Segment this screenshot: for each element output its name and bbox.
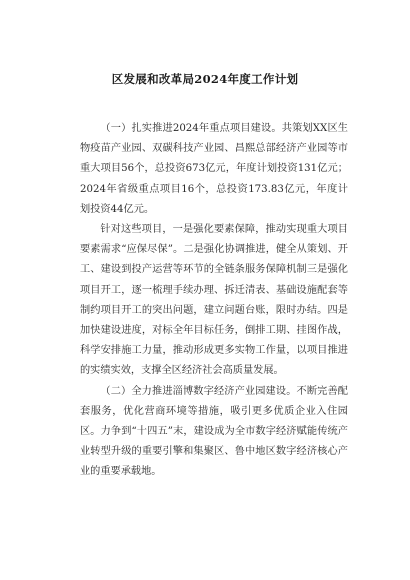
paragraph-digital-economy-park: （二）全力推进淄博数字经济产业园建设。不断完善配套服务，优化营商环境等措施，吸引更多优质企业入住园区。力争到“十四五”末，建设成为全市数字经济赋能传统产业转型升级的重要引擎和集聚区、鲁中地区数字经济核心产业的重要承载地。 [80,385,348,478]
document-title: 区发展和改革局2024年度工作计划 [111,72,299,86]
document-body [80,119,348,483]
paragraph-key-projects: （一）扎实推进2024年重点项目建设。共策划XX区生物疫苗产业园、双碳科技产业园、昌熙总部经济产业园等市重大项目56个，总投资673亿元，年度计划投资131亿元；2024年省级重点项目16个，总投资173.83亿元，年度计划投资44亿元。 [80,123,348,215]
paragraph-project-measures: 针对这些项目，一是强化要素保障，推动实现重大项目要素需求“应保尽保”。二是强化协调推进，健全从策划、开工、建设到投产运营等环节的全链条服务保障机制三是强化项目开工，逐一梳理手续办理、拆迁清表、基础设施配套等制约项目开工的突出问题，建立问题台账，限时办结。四是加快建设进度，对标全年目标任务，倒排工期、挂图作战，科学安排施工力量，推动形成更多实物工作量，以项目推进的实绩实效，支撑全区经济社会高质量发展。 [80,224,348,377]
